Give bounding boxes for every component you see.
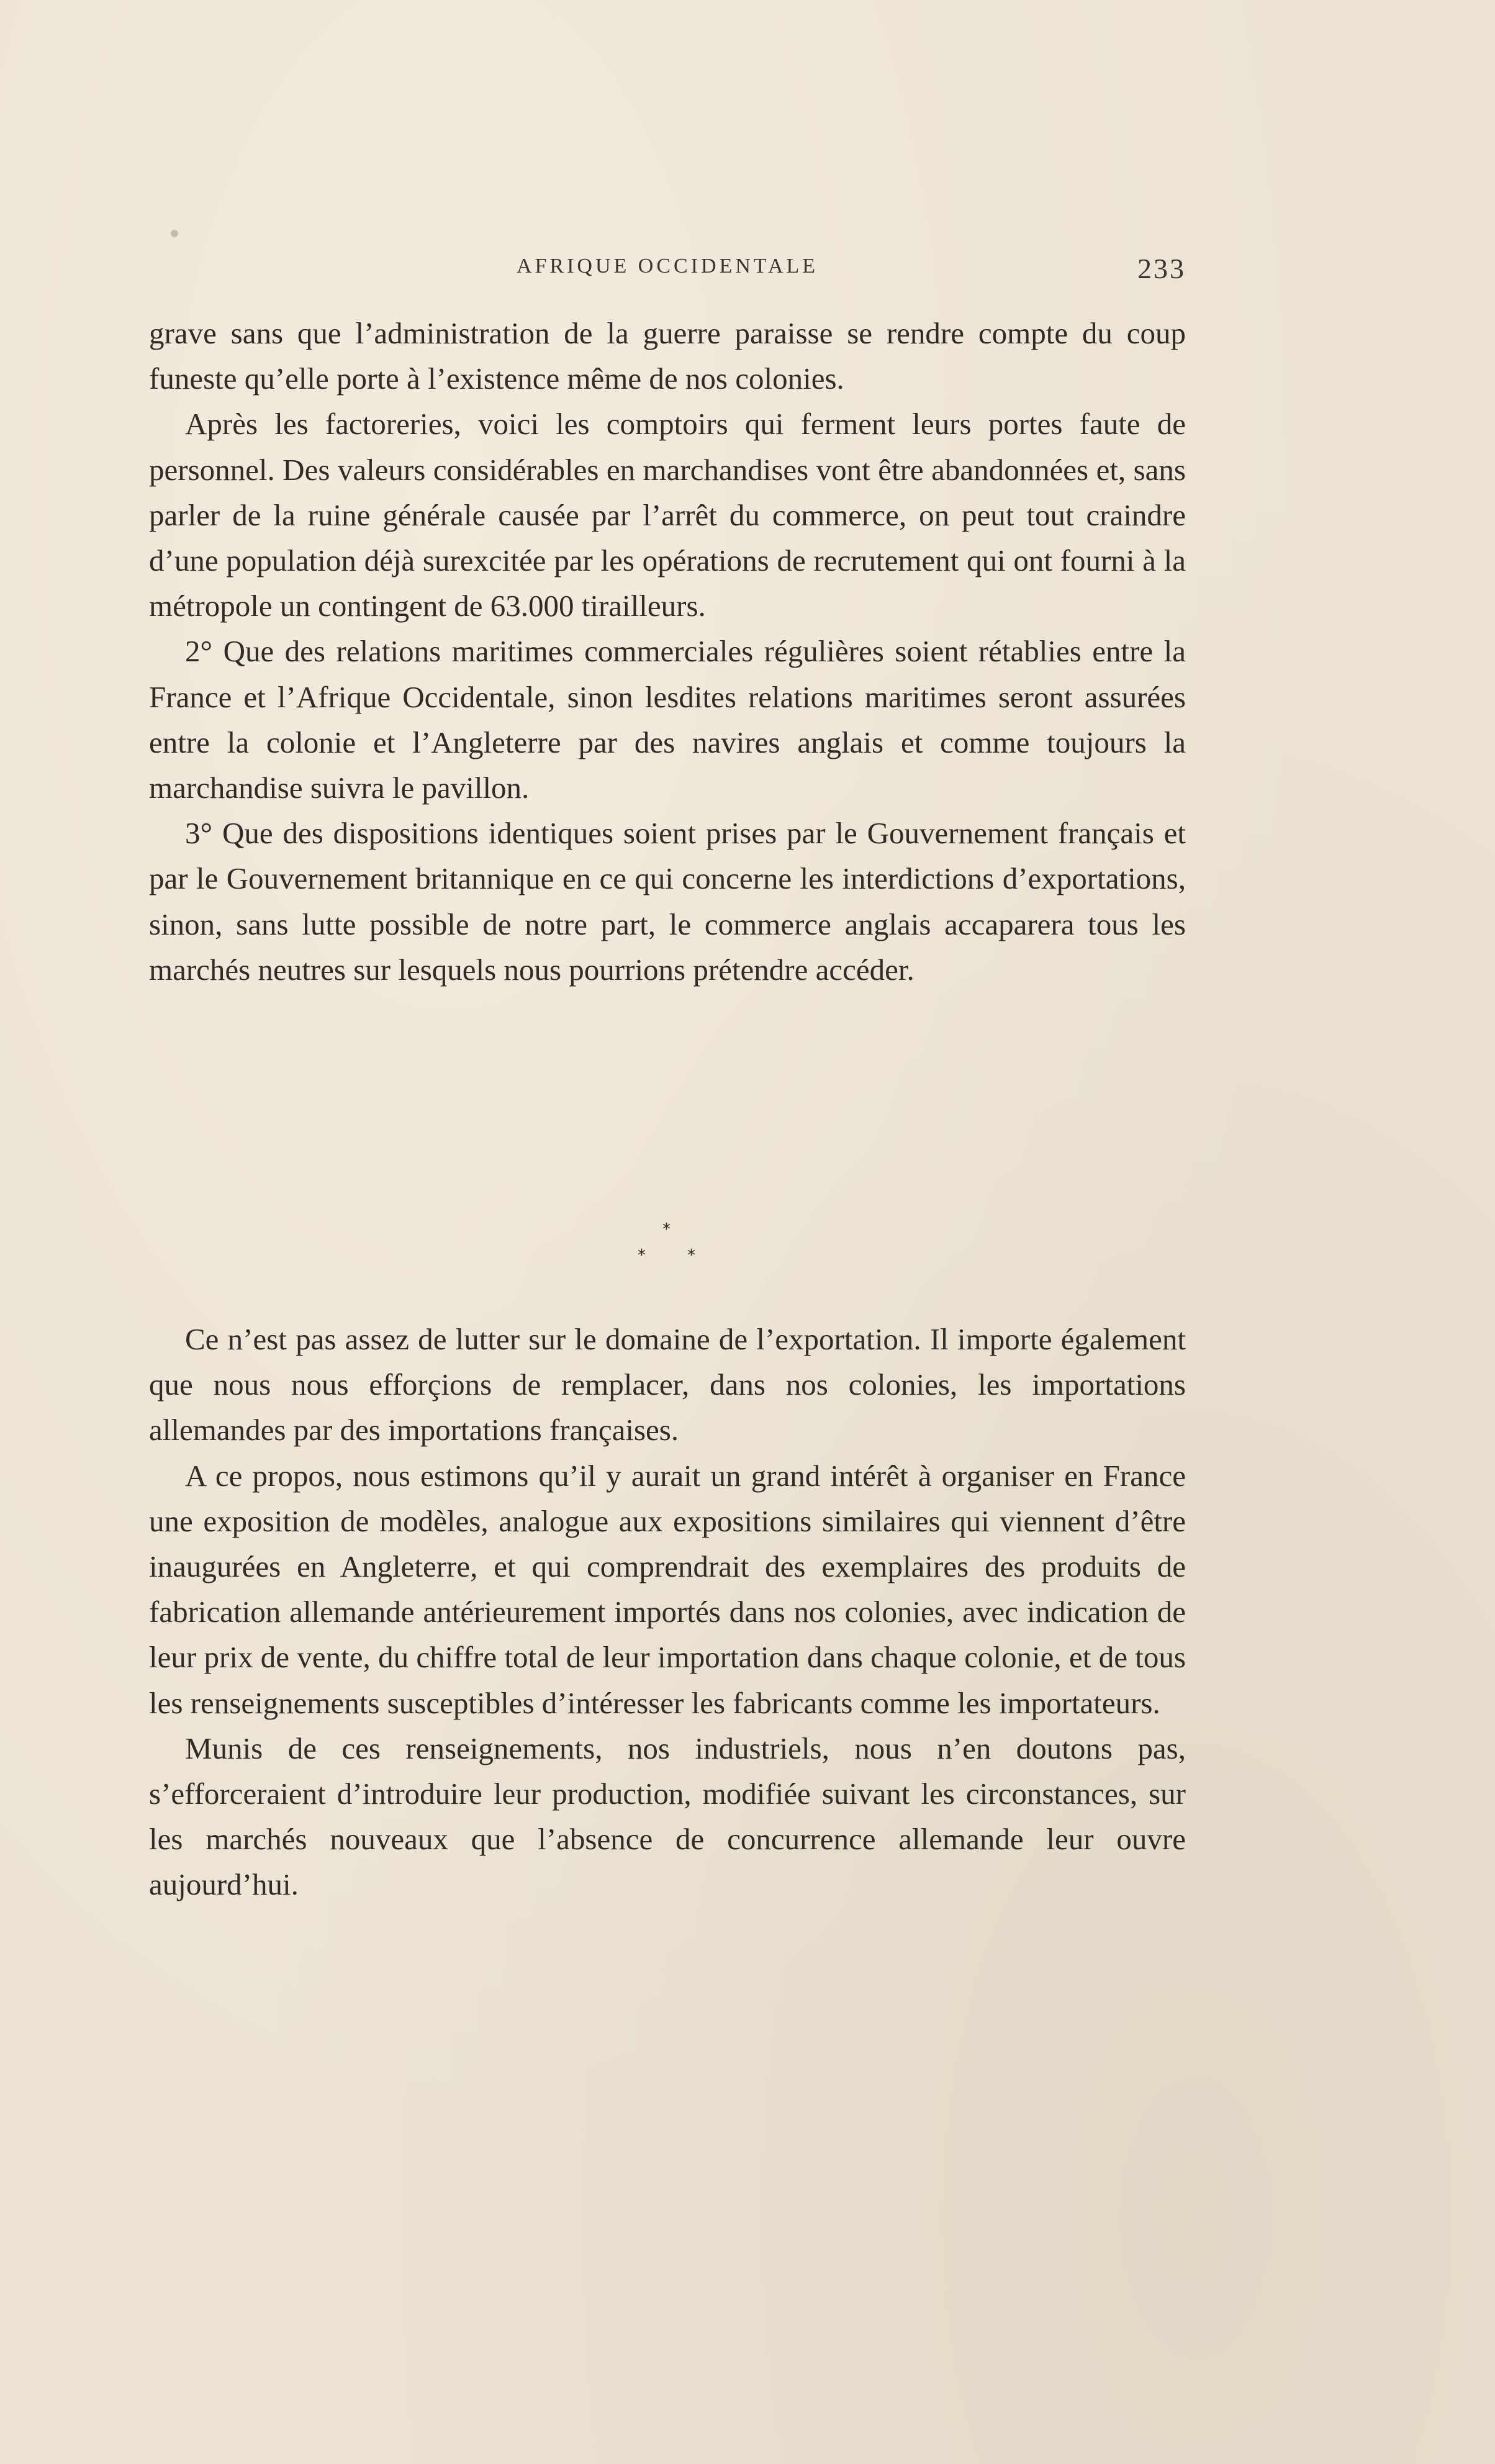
page-number: 233 xyxy=(1137,253,1186,284)
paragraph-point-2: 2° Que des relations maritimes commerciales régulières soient rétablies entre la France et l’Afrique Occidentale, sinon lesdites relations maritimes seront assurées entre la colonie et l’Angleterre par des navires anglais et comme toujours la marchandise suivra le pavillon. xyxy=(149,634,1186,805)
paragraph: A ce propos, nous estimons qu’il y aurait un grand intérêt à organiser en France une exposition de modèles, analogue aux expositions similaires qui viennent d’être inaugurées en Angleterre, et qui comprendrait des exemplaires des produits de fabrication allemande antérieurement importés dans nos colonies, avec indication de leur prix de vente, du chiffre total de leur importation dans chaque colonie, et de tous les renseignements susceptibles d’intéresser les fabricants comme les importateurs. xyxy=(149,1458,1186,1720)
asterisk-top: * xyxy=(662,1220,671,1239)
paragraph-point-3: 3° Que des dispositions identiques soient prises par le Gouvernement français et par le Gouvernement britannique en ce qui concerne les interdictions d’exportations, sinon, sans lutte possible de notre part, le commerce anglais accaparera tous les marchés neutres sur lesquels nous pourrions prétendre accéder. xyxy=(149,816,1186,987)
asterisk-right: * xyxy=(687,1246,695,1265)
asterism-separator xyxy=(624,1220,717,1276)
running-title: AFRIQUE OCCIDENTALE xyxy=(516,255,819,278)
paragraph-continued: grave sans que l’administration de la guerre paraisse se rendre compte du coup funeste qu’elle porte à l’existence même de nos colonies. xyxy=(149,316,1186,396)
running-head xyxy=(149,255,1186,292)
paragraph: Après les factoreries, voici les comptoirs qui ferment leurs portes faute de personnel. Des valeurs considérables en marchandises vont être abandonnées et, sans parler de la ruine générale causée par l’arrêt du commerce, on peut tout craindre d’une population déjà surexcitée par les opérations de recrutement qui ont fourni à la métropole un contingent de 63.000 tirailleurs. xyxy=(149,407,1186,623)
paper-speck xyxy=(171,230,178,237)
asterisk-left: * xyxy=(638,1246,646,1265)
text-block-bottom xyxy=(149,1316,1186,1908)
text-block-top xyxy=(149,310,1186,992)
paragraph: Ce n’est pas assez de lutter sur le domaine de l’exportation. Il importe également que nous nous efforçions de remplacer, dans nos colonies, les importations allemandes par des importations françaises. xyxy=(149,1322,1186,1447)
paragraph: Munis de ces renseignements, nos industriels, nous n’en doutons pas, s’efforceraient d’introduire leur production, modifiée suivant les circonstances, sur les marchés nouveaux que l’absence de concurrence allemande leur ouvre aujourd’hui. xyxy=(149,1731,1186,1902)
